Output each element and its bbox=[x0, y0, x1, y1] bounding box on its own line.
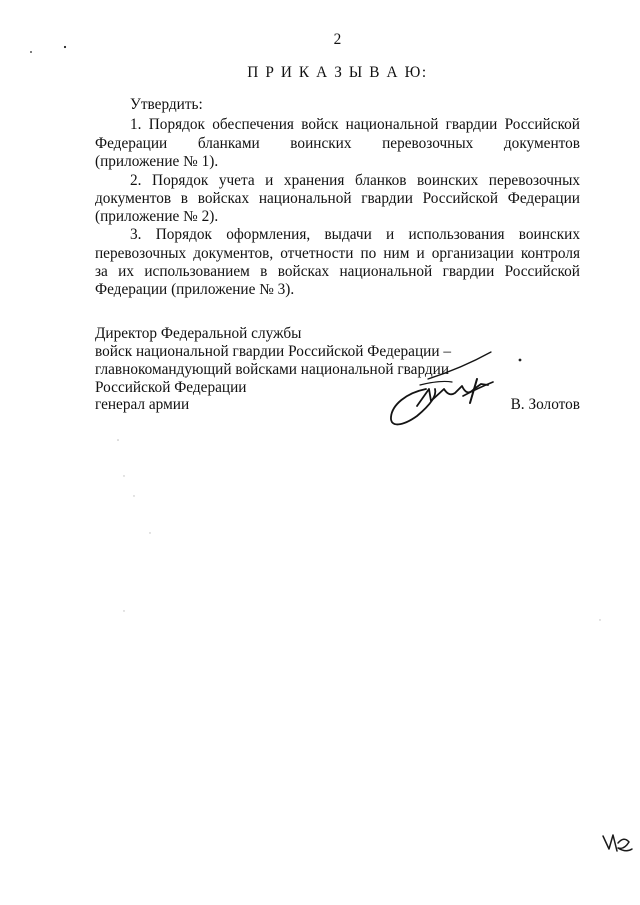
signatory-title-line: войск национальной гвардии Российской Федерации – bbox=[95, 343, 451, 360]
approve-label: Утвердить: bbox=[130, 96, 203, 113]
item-line: (приложение № 2). bbox=[95, 208, 219, 225]
signatory-name: В. Золотов bbox=[510, 396, 580, 413]
signatory-rank: генерал армии bbox=[95, 396, 190, 413]
order-heading: П Р И К А З Ы В А Ю: bbox=[247, 64, 428, 81]
signatory-title-line: Директор Федеральной службы bbox=[95, 325, 302, 342]
signatory-title-line: Российской Федерации bbox=[95, 379, 247, 396]
item-line: Федерации бланками воинских перевозочных документов bbox=[95, 135, 580, 152]
item-line: Федерации (приложение № 3). bbox=[95, 281, 295, 298]
item-line: 1. Порядок обеспечения войск национальной гвардии Российской bbox=[130, 116, 580, 133]
item-line: документов в войсках национальной гвардии Российской Федерации bbox=[95, 190, 580, 207]
page-number: 2 bbox=[333, 31, 342, 48]
item-line: перевозочных документов, отчетности по ним и организации контроля bbox=[95, 245, 580, 262]
signatory-title-line: главнокомандующий войсками национальной гвардии bbox=[95, 361, 450, 378]
item-line: 2. Порядок учета и хранения бланков воинских перевозочных bbox=[130, 172, 580, 189]
scan-speck bbox=[117, 439, 601, 621]
handwritten-initials bbox=[603, 835, 632, 851]
item-line: за их использованием в войсках национальной гвардии Российской bbox=[95, 263, 580, 280]
item-line: 3. Порядок оформления, выдачи и использования воинских bbox=[130, 226, 580, 243]
item-line: (приложение № 1). bbox=[95, 153, 219, 170]
